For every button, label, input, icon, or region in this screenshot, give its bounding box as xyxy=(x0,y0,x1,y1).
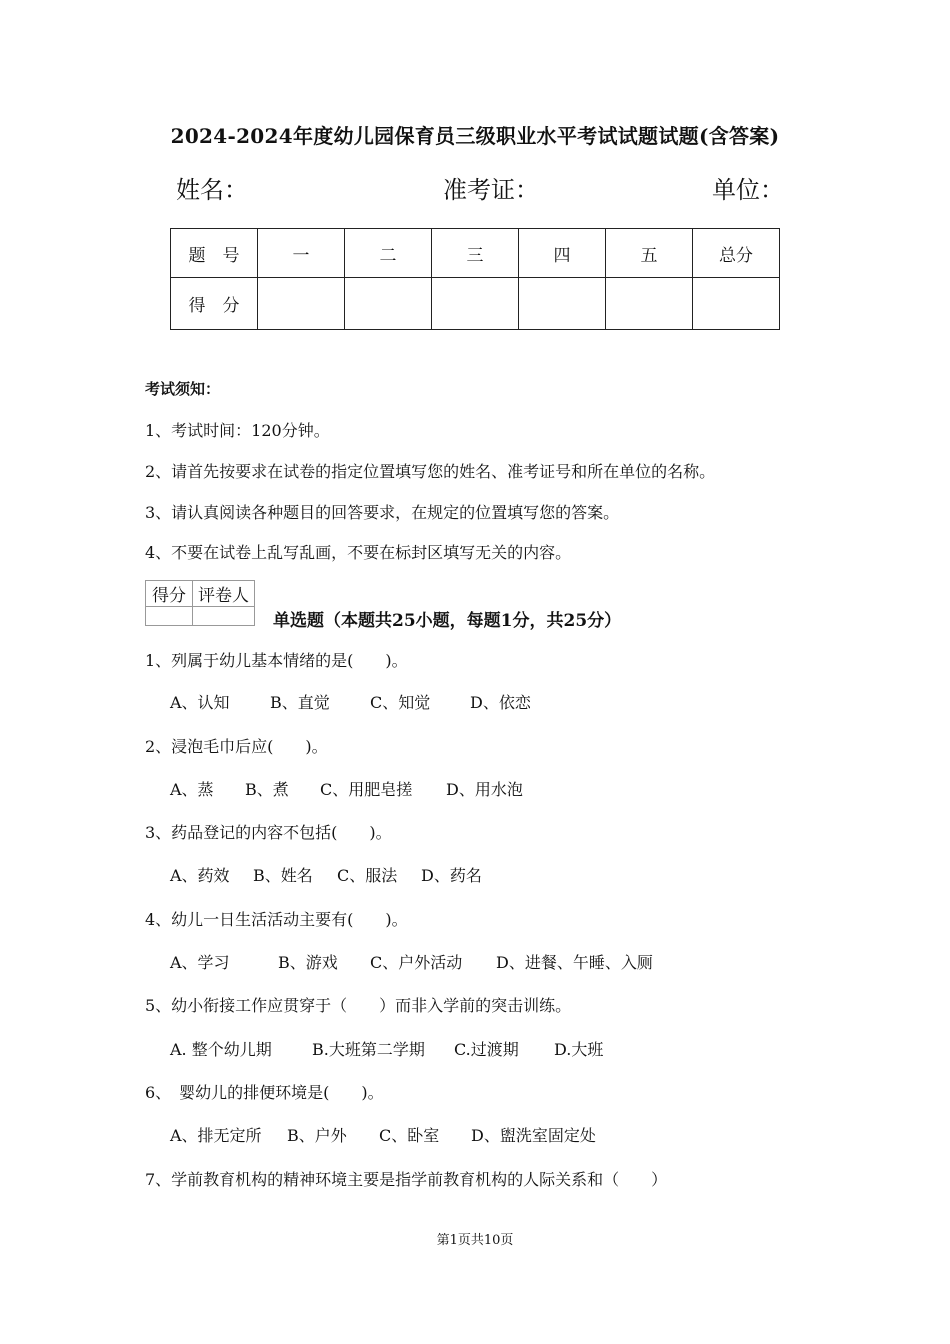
score-cell[interactable] xyxy=(432,278,519,330)
unit-field-label: 单位： xyxy=(712,176,784,204)
score-cell[interactable] xyxy=(693,278,780,330)
option-a: A. 整个幼儿期 xyxy=(170,1040,272,1059)
option-d: D.大班 xyxy=(554,1040,604,1059)
question-stem: 5、幼小衔接工作应贯穿于（ ）而非入学前的突击训练。 xyxy=(145,996,572,1015)
option-d: D、药名 xyxy=(421,866,482,885)
grader-box xyxy=(145,580,255,626)
score-cell[interactable] xyxy=(345,278,432,330)
score-table-header: 三 xyxy=(432,229,519,278)
score-cell[interactable] xyxy=(606,278,693,330)
score-row-label: 得 分 xyxy=(171,278,258,330)
option-b: B、直觉 xyxy=(270,693,330,712)
option-c: C.过渡期 xyxy=(454,1040,519,1059)
option-c: C、户外活动 xyxy=(370,953,463,972)
score-table-header: 二 xyxy=(345,229,432,278)
option-c: C、服法 xyxy=(337,866,398,885)
score-table-header: 题 号 xyxy=(171,229,258,278)
option-d: D、依恋 xyxy=(470,693,531,712)
score-table-header: 总分 xyxy=(693,229,780,278)
exam-id-field-label: 准考证： xyxy=(443,176,539,204)
notice-heading: 考试须知： xyxy=(145,380,221,398)
option-c: C、用肥皂搓 xyxy=(320,780,413,799)
option-a: A、排无定所 xyxy=(170,1126,262,1145)
score-table-header: 一 xyxy=(258,229,345,278)
grader-score-cell[interactable] xyxy=(146,607,193,626)
option-b: B、姓名 xyxy=(253,866,313,885)
option-c: C、卧室 xyxy=(379,1126,440,1145)
grader-name-label: 评卷人 xyxy=(193,581,255,607)
score-cell[interactable] xyxy=(519,278,606,330)
question-stem: 2、浸泡毛巾后应( )。 xyxy=(145,737,328,756)
section-title: 单选题（本题共25小题，每题1分，共25分） xyxy=(273,611,622,631)
option-d: D、用水泡 xyxy=(446,780,523,799)
notice-item: 3、请认真阅读各种题目的回答要求，在规定的位置填写您的答案。 xyxy=(145,503,620,522)
option-d: D、盥洗室固定处 xyxy=(471,1126,596,1145)
score-table-header: 五 xyxy=(606,229,693,278)
question-stem: 1、列属于幼儿基本情绪的是( )。 xyxy=(145,651,408,670)
page-title: 2024-2024年度幼儿园保育员三级职业水平考试试题试题(含答案) xyxy=(170,124,780,148)
notice-item: 2、请首先按要求在试卷的指定位置填写您的姓名、准考证号和所在单位的名称。 xyxy=(145,462,716,481)
grader-name-cell[interactable] xyxy=(193,607,255,626)
notice-item: 1、考试时间：120分钟。 xyxy=(145,421,330,440)
option-a: A、药效 xyxy=(170,866,230,885)
option-d: D、进餐、午睡、入厕 xyxy=(496,953,653,972)
notice-item: 4、不要在试卷上乱写乱画，不要在标封区填写无关的内容。 xyxy=(145,543,572,562)
grader-score-label: 得分 xyxy=(146,581,193,607)
option-a: A、蒸 xyxy=(170,780,214,799)
option-b: B、户外 xyxy=(287,1126,347,1145)
score-table xyxy=(170,228,780,330)
question-stem: 6、 婴幼儿的排便环境是( )。 xyxy=(145,1083,384,1102)
option-b: B、煮 xyxy=(245,780,289,799)
score-table-header-row xyxy=(171,229,780,278)
page-footer: 第1页共10页 xyxy=(436,1233,514,1248)
option-a: A、学习 xyxy=(170,953,230,972)
score-table-score-row xyxy=(171,278,780,330)
question-stem: 4、幼儿一日生活活动主要有( )。 xyxy=(145,910,408,929)
option-b: B.大班第二学期 xyxy=(312,1040,425,1059)
question-stem: 7、学前教育机构的精神环境主要是指学前教育机构的人际关系和（ ） xyxy=(145,1170,668,1189)
name-field-label: 姓名： xyxy=(176,176,248,204)
option-a: A、认知 xyxy=(170,693,230,712)
option-b: B、游戏 xyxy=(278,953,338,972)
score-table-header: 四 xyxy=(519,229,606,278)
score-cell[interactable] xyxy=(258,278,345,330)
question-stem: 3、药品登记的内容不包括( )。 xyxy=(145,823,392,842)
option-c: C、知觉 xyxy=(370,693,431,712)
